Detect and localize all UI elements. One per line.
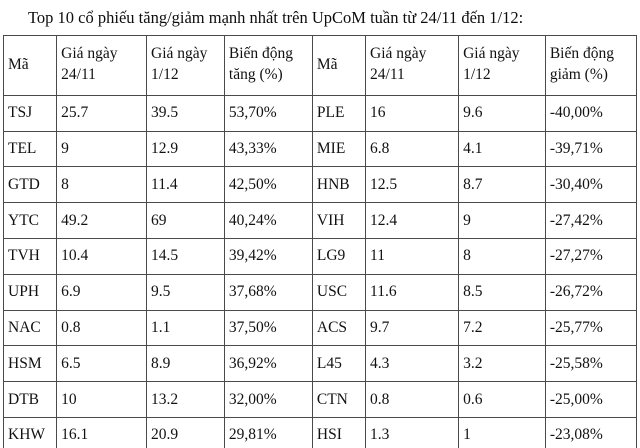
column-header-gainer-change-pct: Biến động tăng (%) xyxy=(224,35,312,95)
cell-gainer-change-pct: 37,68% xyxy=(224,274,312,310)
table-body xyxy=(4,95,637,448)
cell-gainer-code: TSJ xyxy=(4,95,57,131)
page-title: Top 10 cổ phiếu tăng/giảm mạnh nhất trên UpCoM tuần từ 24/11 đến 1/12: xyxy=(28,8,524,27)
cell-gainer-code: TEL xyxy=(4,131,57,167)
upcom-top10-table xyxy=(3,35,637,448)
table-row xyxy=(4,310,637,346)
cell-loser-price-1-12: 9 xyxy=(459,203,546,239)
cell-gainer-code: GTD xyxy=(4,167,57,203)
cell-gainer-price-1-12: 39.5 xyxy=(147,95,225,131)
cell-loser-price-1-12: 8.7 xyxy=(459,167,546,203)
table-row xyxy=(4,238,637,274)
cell-gainer-change-pct: 36,92% xyxy=(224,346,312,382)
cell-loser-change-pct: -27,27% xyxy=(545,238,636,274)
cell-loser-code: HNB xyxy=(312,167,365,203)
cell-gainer-price-1-12: 69 xyxy=(147,203,225,239)
cell-loser-price-24-11: 12.4 xyxy=(366,203,459,239)
table-row xyxy=(4,203,637,239)
cell-gainer-price-24-11: 10 xyxy=(57,382,147,418)
cell-gainer-price-1-12: 1.1 xyxy=(147,310,225,346)
cell-loser-change-pct: -27,42% xyxy=(545,203,636,239)
cell-gainer-change-pct: 40,24% xyxy=(224,203,312,239)
cell-loser-code: LG9 xyxy=(312,238,365,274)
cell-gainer-price-24-11: 10.4 xyxy=(57,238,147,274)
cell-loser-price-24-11: 11.6 xyxy=(366,274,459,310)
cell-loser-code: USC xyxy=(312,274,365,310)
cell-loser-price-1-12: 8.5 xyxy=(459,274,546,310)
cell-gainer-change-pct: 29,81% xyxy=(224,417,312,448)
table-row xyxy=(4,346,637,382)
cell-gainer-price-1-12: 12.9 xyxy=(147,131,225,167)
cell-gainer-price-1-12: 8.9 xyxy=(147,346,225,382)
cell-loser-price-1-12: 4.1 xyxy=(459,131,546,167)
cell-loser-price-24-11: 1.3 xyxy=(366,417,459,448)
cell-gainer-price-24-11: 6.5 xyxy=(57,346,147,382)
cell-gainer-change-pct: 32,00% xyxy=(224,382,312,418)
cell-gainer-code: TVH xyxy=(4,238,57,274)
cell-loser-change-pct: -25,58% xyxy=(545,346,636,382)
column-header-gainer-code: Mã xyxy=(4,35,57,95)
cell-loser-change-pct: -25,00% xyxy=(545,382,636,418)
cell-gainer-change-pct: 42,50% xyxy=(224,167,312,203)
cell-loser-price-24-11: 0.8 xyxy=(366,382,459,418)
cell-loser-change-pct: -39,71% xyxy=(545,131,636,167)
table-row xyxy=(4,95,637,131)
cell-loser-price-1-12: 7.2 xyxy=(459,310,546,346)
cell-gainer-code: DTB xyxy=(4,382,57,418)
table-row xyxy=(4,167,637,203)
table-row xyxy=(4,417,637,448)
cell-gainer-change-pct: 37,50% xyxy=(224,310,312,346)
cell-gainer-change-pct: 53,70% xyxy=(224,95,312,131)
cell-gainer-code: YTC xyxy=(4,203,57,239)
cell-loser-code: MIE xyxy=(312,131,365,167)
column-header-loser-price-1-12: Giá ngày 1/12 xyxy=(459,35,546,95)
cell-gainer-code: HSM xyxy=(4,346,57,382)
cell-loser-change-pct: -40,00% xyxy=(545,95,636,131)
column-header-gainer-price-1-12: Giá ngày 1/12 xyxy=(147,35,225,95)
cell-loser-price-24-11: 4.3 xyxy=(366,346,459,382)
cell-loser-price-1-12: 1 xyxy=(459,417,546,448)
cell-gainer-price-24-11: 16.1 xyxy=(57,417,147,448)
cell-loser-code: L45 xyxy=(312,346,365,382)
cell-loser-code: CTN xyxy=(312,382,365,418)
cell-loser-price-24-11: 11 xyxy=(366,238,459,274)
cell-loser-change-pct: -26,72% xyxy=(545,274,636,310)
cell-gainer-price-24-11: 25.7 xyxy=(57,95,147,131)
cell-gainer-price-1-12: 20.9 xyxy=(147,417,225,448)
cell-gainer-price-1-12: 11.4 xyxy=(147,167,225,203)
cell-loser-price-1-12: 3.2 xyxy=(459,346,546,382)
cell-loser-price-24-11: 6.8 xyxy=(366,131,459,167)
cell-gainer-price-1-12: 14.5 xyxy=(147,238,225,274)
cell-gainer-price-24-11: 8 xyxy=(57,167,147,203)
cell-gainer-code: UPH xyxy=(4,274,57,310)
cell-loser-price-24-11: 12.5 xyxy=(366,167,459,203)
cell-loser-change-pct: -23,08% xyxy=(545,417,636,448)
cell-loser-price-24-11: 16 xyxy=(366,95,459,131)
cell-gainer-price-24-11: 9 xyxy=(57,131,147,167)
cell-loser-change-pct: -30,40% xyxy=(545,167,636,203)
cell-gainer-price-24-11: 0.8 xyxy=(57,310,147,346)
header-row xyxy=(4,35,637,95)
cell-loser-change-pct: -25,77% xyxy=(545,310,636,346)
cell-loser-price-1-12: 8 xyxy=(459,238,546,274)
cell-loser-price-24-11: 9.7 xyxy=(366,310,459,346)
cell-loser-price-1-12: 0.6 xyxy=(459,382,546,418)
column-header-loser-change-pct: Biến động giảm (%) xyxy=(545,35,636,95)
cell-gainer-change-pct: 43,33% xyxy=(224,131,312,167)
cell-loser-price-1-12: 9.6 xyxy=(459,95,546,131)
table-row xyxy=(4,382,637,418)
cell-gainer-price-24-11: 6.9 xyxy=(57,274,147,310)
cell-gainer-price-1-12: 9.5 xyxy=(147,274,225,310)
cell-gainer-code: NAC xyxy=(4,310,57,346)
cell-loser-code: HSI xyxy=(312,417,365,448)
cell-gainer-change-pct: 39,42% xyxy=(224,238,312,274)
cell-loser-code: PLE xyxy=(312,95,365,131)
column-header-loser-price-24-11: Giá ngày 24/11 xyxy=(366,35,459,95)
cell-loser-code: VIH xyxy=(312,203,365,239)
table-row xyxy=(4,131,637,167)
cell-gainer-price-1-12: 13.2 xyxy=(147,382,225,418)
column-header-gainer-price-24-11: Giá ngày 24/11 xyxy=(57,35,147,95)
cell-gainer-price-24-11: 49.2 xyxy=(57,203,147,239)
table-header xyxy=(4,35,637,95)
cell-gainer-code: KHW xyxy=(4,417,57,448)
cell-loser-code: ACS xyxy=(312,310,365,346)
column-header-loser-code: Mã xyxy=(312,35,365,95)
table-row xyxy=(4,274,637,310)
